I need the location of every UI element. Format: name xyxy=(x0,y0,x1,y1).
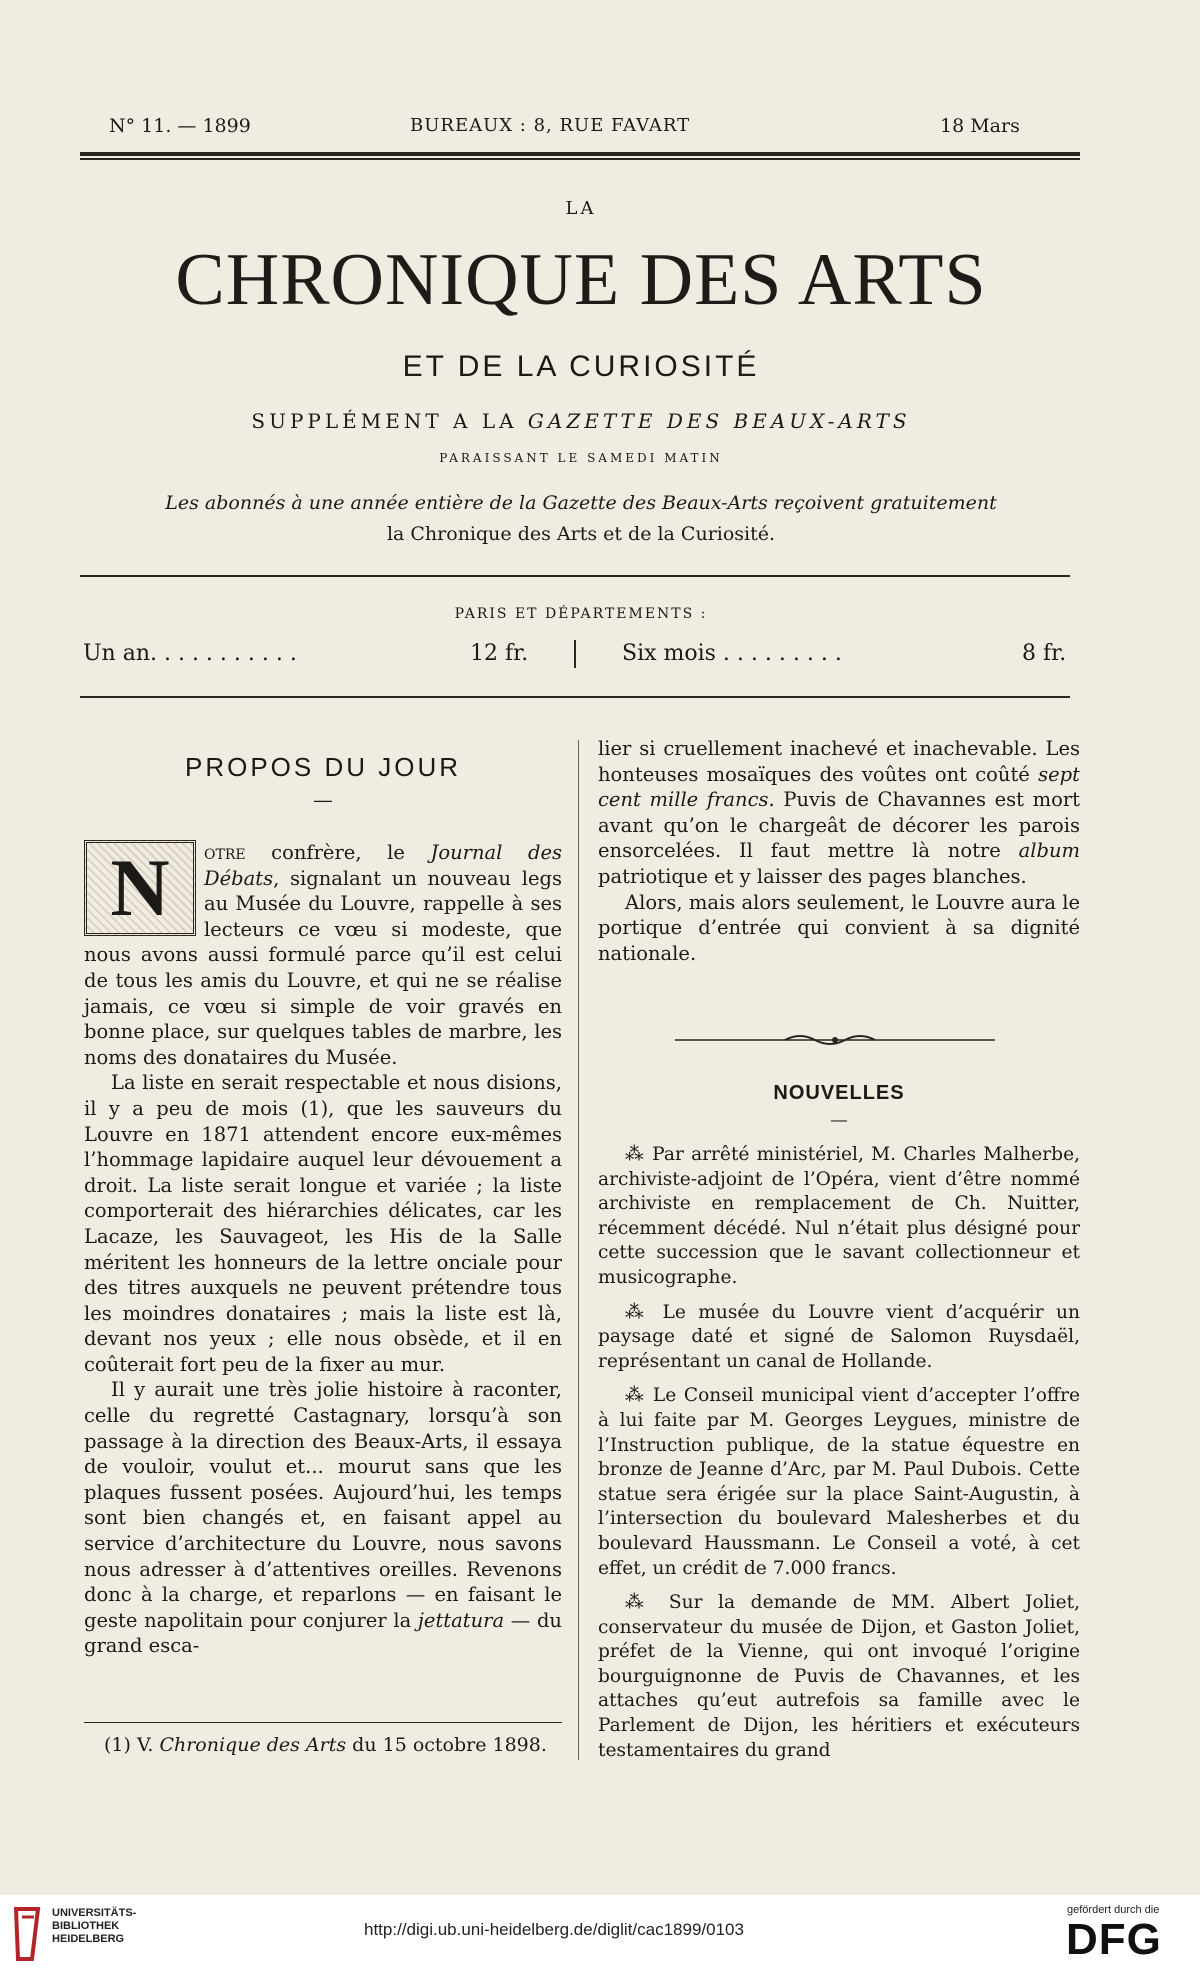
propos-continued-1: lier si cruellement inachevé et inachevable. Les honteuses mosaïques des voûtes ont coûté sept cent mille francs. Puvis de Chavannes est mort avant qu’on le chargeât de décorer les parois ensorcelées. Il faut mettre là notre album patriotique et y laisser des pages blanches. xyxy=(598,737,1080,888)
dfg-logo: DFG xyxy=(1066,1915,1162,1964)
ornamental-dropcap: N xyxy=(84,840,196,936)
library-name: UNIVERSITÄTS- BIBLIOTHEK HEIDELBERG xyxy=(52,1907,137,1945)
price-separator xyxy=(574,640,576,668)
journal-des-debats: Journal des Débats xyxy=(204,841,563,890)
footnote: (1) V. Chronique des Arts du 15 octobre 1898. xyxy=(104,1734,547,1756)
right-column xyxy=(598,736,1080,966)
masthead-title: CHRONIQUE DES ARTS xyxy=(175,239,987,321)
ornamental-divider xyxy=(675,1030,995,1050)
propos-continued-2: Alors, mais alors seulement, le Louvre aura le portique d’entrée qui convient à sa dignité nationale. xyxy=(598,890,1080,965)
column-divider xyxy=(578,740,579,1760)
un-an-price: 12 fr. xyxy=(470,641,529,666)
paraissant-line: PARAISSANT LE SAMEDI MATIN xyxy=(439,451,723,465)
propos-title: PROPOS DU JOUR xyxy=(184,752,462,782)
un-an-label: Un an. . . . . . . . . . . xyxy=(83,641,297,666)
propos-dash: — xyxy=(314,790,332,810)
news-item: ⁂ Le Conseil municipal vient d’accepter l’offre à lui faite par M. Georges Leygues, ministre de l’Instruction publique, de la statue équestre en bronze de Jeanne d’Arc, par M. Paul Dubois. Cette statue sera érigée sur la place Saint-Augustin, à l’intersection du boulevard Malesherbes et du boulevard Haussmann. Le Conseil a voté, à cet effet, un crédit de 7.000 francs. xyxy=(598,1385,1080,1579)
funded-by-label: gefördert durch die xyxy=(1067,1904,1160,1916)
nouvelles-dash: — xyxy=(831,1112,847,1129)
supplement-line xyxy=(0,409,1162,433)
issue-date: 18 Mars xyxy=(940,115,1020,137)
heidelberg-logo-icon xyxy=(8,1905,46,1963)
propos-paragraph-3: Il y aurait une très jolie histoire à raconter, celle du regretté Castagnary, lorsqu’à son passage à la direction des Beaux-Arts, il essaya de vouloir, voulut et... mourut sans que les plaques fussent posées. Aujourd’hui, les temps sont bien changés et, en faisant appel au service d’architecture du Louvre, nous savons nous adresser à d’attentives oreilles. Revenons donc à la charge, et reparlons — en faisant le geste napolitain pour conjurer la jettatura — du grand esca- xyxy=(84,1378,562,1658)
header-rule-thin xyxy=(80,158,1080,160)
supplement-prefix: SUPPLÉMENT A LA xyxy=(251,409,518,433)
propos-paragraph-1: N otre confrère, le Journal des Débats, signalant un nouveau legs au Musée du Louvre, rappelle à ses lecteurs ce vœu si modeste, que nous avons aussi formulé parce qu’il est celui de tous les amis du Louvre, et qui ne se réalise jamais, ce vœu si simple de voir gravés en bonne place, sur quelques tables de marbre, les noms des donataires du Musée. xyxy=(84,841,563,1069)
supplement-gazette: GAZETTE DES BEAUX-ARTS xyxy=(527,409,911,433)
subscribers-line-1: Les abonnés à une année entière de la Gazette des Beaux-Arts reçoivent gratuitement xyxy=(165,492,997,514)
subscribers-note xyxy=(0,488,1162,550)
nouvelles-list xyxy=(598,1143,1080,1773)
propos-column xyxy=(84,840,562,1659)
masthead-rule xyxy=(80,575,1070,577)
news-item: ⁂ Le musée du Louvre vient d’acquérir un paysage daté et signé de Salomon Ruysdaël, représentant un canal de Hollande. xyxy=(598,1301,1080,1372)
masthead-subtitle: ET DE LA CURIOSITÉ xyxy=(402,350,760,383)
prices-heading: PARIS ET DÉPARTEMENTS : xyxy=(454,606,708,622)
nouvelles-title: NOUVELLES xyxy=(773,1082,905,1104)
source-url[interactable]: http://digi.ub.uni-heidelberg.de/diglit/cac1899/0103 xyxy=(364,1920,744,1939)
prices-rule xyxy=(80,696,1070,698)
masthead-la: LA xyxy=(565,198,597,219)
news-item: ⁂ Sur la demande de MM. Albert Joliet, conservateur du musée de Dijon, et Gaston Joliet, préfet de la Vienne, qui ont invoqué l’origine bourguignonne de Puvis de Chavannes, et les attaches qu’eut autrefois sa famille avec le Parlement de Dijon, les héritiers et exécuteurs testamentaires du grand xyxy=(598,1592,1080,1761)
header-rule-thick xyxy=(80,152,1080,156)
footnote-rule xyxy=(84,1722,562,1723)
propos-paragraph-2: La liste en serait respectable et nous disions, il y a peu de mois (1), que les sauveurs du Louvre en 1871 attendent encore eux-mêmes l’hommage lapidaire auquel leur dévouement a droit. La liste serait longue et variée ; la liste comporterait des hiérarchies délicates, car les Lacaze, les Sauvageot, les His de la Salle méritent les honneurs de la lettre onciale pour des titres auxquels ne peuvent prétendre tous les moindres donataires ; mais la liste est là, devant nos yeux ; elle nous obsède, et il en coûterait fort peu de la fixer au mur. xyxy=(84,1071,562,1376)
issue-number: N° 11. — 1899 xyxy=(109,115,251,137)
propos-smallcaps: otre xyxy=(204,841,246,864)
bureaux-address: BUREAUX : 8, RUE FAVART xyxy=(410,115,691,136)
six-mois-label: Six mois . . . . . . . . . xyxy=(622,641,842,666)
subscribers-line-2: la Chronique des Arts et de la Curiosité. xyxy=(386,523,776,545)
news-item: ⁂ Par arrêté ministériel, M. Charles Malherbe, archiviste-adjoint de l’Opéra, vient d’être nommé archiviste en remplacement de Ch. Nuitter, récemment décédé. Nul n’était plus désigné pour cette succession que le savant collectionneur et musicographe. xyxy=(598,1144,1080,1288)
six-mois-price: 8 fr. xyxy=(1022,641,1067,666)
